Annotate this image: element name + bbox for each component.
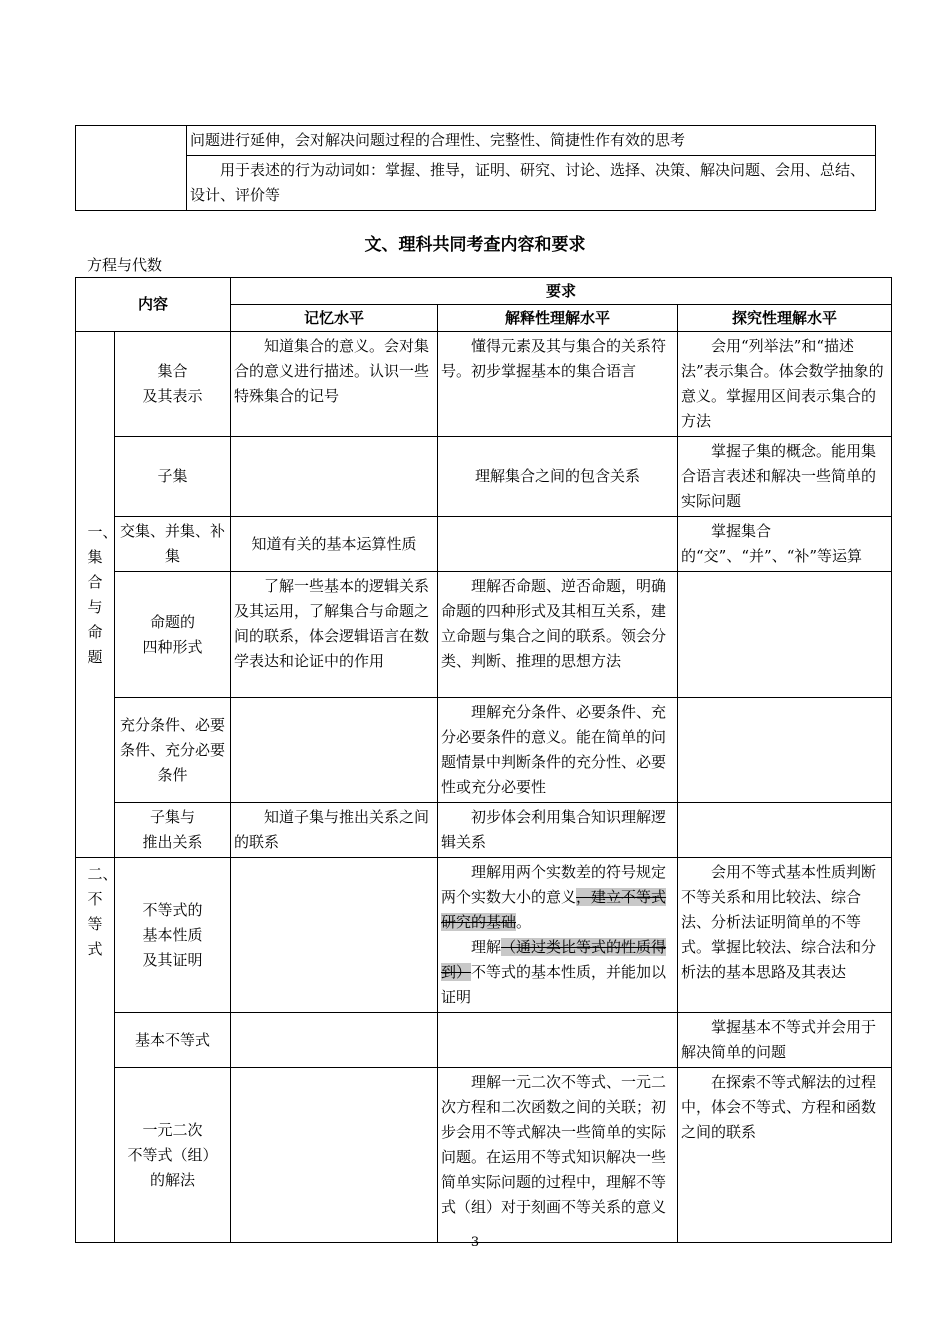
topic-cell: 充分条件、必要条件、充分必要条件 — [115, 698, 231, 803]
topic-cell: 交集、并集、补集 — [115, 517, 231, 572]
memory-cell — [231, 698, 438, 803]
header-requirements: 要求 — [231, 278, 892, 305]
group-label-sets: 一、集合与命题 — [76, 332, 115, 858]
explain-cell: 理解充分条件、必要条件、充分必要条件的意义。能在简单的问题情景中判断条件的充分性、必要性或充分必要性 — [438, 698, 678, 803]
memory-cell — [231, 1068, 438, 1243]
explore-cell: 在探索不等式解法的过程中，体会不等式、方程和函数之间的联系 — [678, 1068, 892, 1243]
explain-cell — [438, 1013, 678, 1068]
requirements-table — [75, 277, 892, 1243]
page-number: 3 — [470, 1235, 480, 1250]
explore-cell: 掌握集合的“交”、“并”、“补”等运算 — [678, 517, 892, 572]
explain-paragraph-2: 理解（通过类比等式的性质得到）不等式的基本性质，并能加以证明 — [441, 938, 667, 1006]
section-subtitle: 方程与代数 — [87, 256, 163, 274]
header-content: 内容 — [76, 278, 231, 332]
topic-cell: 集合 及其表示 — [115, 332, 231, 437]
explain-cell: 理解集合之间的包含关系 — [438, 437, 678, 517]
explore-cell: 掌握基本不等式并会用于解决简单的问题 — [678, 1013, 892, 1068]
topic-cell: 不等式的 基本性质 及其证明 — [115, 858, 231, 1013]
topic-cell: 一元二次 不等式（组） 的解法 — [115, 1068, 231, 1243]
struck-text: ，建立不等式研究的基础 — [441, 888, 667, 931]
memory-cell: 知道有关的基本运算性质 — [231, 517, 438, 572]
explore-cell — [678, 698, 892, 803]
topic-cell: 基本不等式 — [115, 1013, 231, 1068]
memory-cell — [231, 1013, 438, 1068]
explore-cell — [678, 803, 892, 858]
explore-cell: 掌握子集的概念。能用集合语言表述和解决一些简单的实际问题 — [678, 437, 892, 517]
topic-cell: 子集与 推出关系 — [115, 803, 231, 858]
memory-cell — [231, 858, 438, 1013]
continuation-text-1: 问题进行延伸，会对解决问题过程的合理性、完整性、简捷性作有效的思考 — [187, 126, 876, 156]
memory-cell — [231, 437, 438, 517]
explain-cell — [438, 858, 678, 1013]
continuation-table — [75, 125, 876, 211]
group-label-inequalities: 二、不等式 — [76, 858, 115, 1243]
memory-cell: 知道集合的意义。会对集合的意义进行描述。认识一些特殊集合的记号 — [231, 332, 438, 437]
explain-paragraph-1: 理解用两个实数差的符号规定两个实数大小的意义，建立不等式研究的基础。 — [441, 863, 667, 931]
continuation-text-2: 用于表述的行为动词如：掌握、推导，证明、研究、讨论、选择、决策、解决问题、会用、总结、设计、评价等 — [187, 156, 876, 211]
explain-cell: 懂得元素及其与集合的关系符号。初步掌握基本的集合语言 — [438, 332, 678, 437]
topic-cell: 子集 — [115, 437, 231, 517]
memory-cell: 了解一些基本的逻辑关系及其运用，了解集合与命题之间的联系，体会逻辑语言在数学表达和论证中的作用 — [231, 572, 438, 698]
empty-label-cell — [76, 126, 187, 211]
struck-text: （通过类比等式的性质得到） — [441, 938, 667, 981]
header-explain-level: 解释性理解水平 — [438, 305, 678, 332]
explore-cell — [678, 572, 892, 698]
header-memory-level: 记忆水平 — [231, 305, 438, 332]
section-title: 文、理科共同考查内容和要求 — [364, 235, 586, 255]
topic-cell: 命题的 四种形式 — [115, 572, 231, 698]
header-explore-level: 探究性理解水平 — [678, 305, 892, 332]
explain-cell: 理解否命题、逆否命题，明确命题的四种形式及其相互关系，建立命题与集合之间的联系。领会分类、判断、推理的思想方法 — [438, 572, 678, 698]
explore-cell: 会用“列举法”和“描述法”表示集合。体会数学抽象的意义。掌握用区间表示集合的方法 — [678, 332, 892, 437]
explain-cell: 初步体会利用集合知识理解逻辑关系 — [438, 803, 678, 858]
memory-cell: 知道子集与推出关系之间的联系 — [231, 803, 438, 858]
explore-cell: 会用不等式基本性质判断不等关系和用比较法、综合法、分析法证明简单的不等式。掌握比较法、综合法和分析法的基本思路及其表达 — [678, 858, 892, 1013]
explain-cell — [438, 517, 678, 572]
explain-cell: 理解一元二次不等式、一元二次方程和二次函数之间的关联；初步会用不等式解决一些简单的实际问题。在运用不等式知识解决一些简单实际问题的过程中，理解不等式（组）对于刻画不等关系的意义 — [438, 1068, 678, 1243]
